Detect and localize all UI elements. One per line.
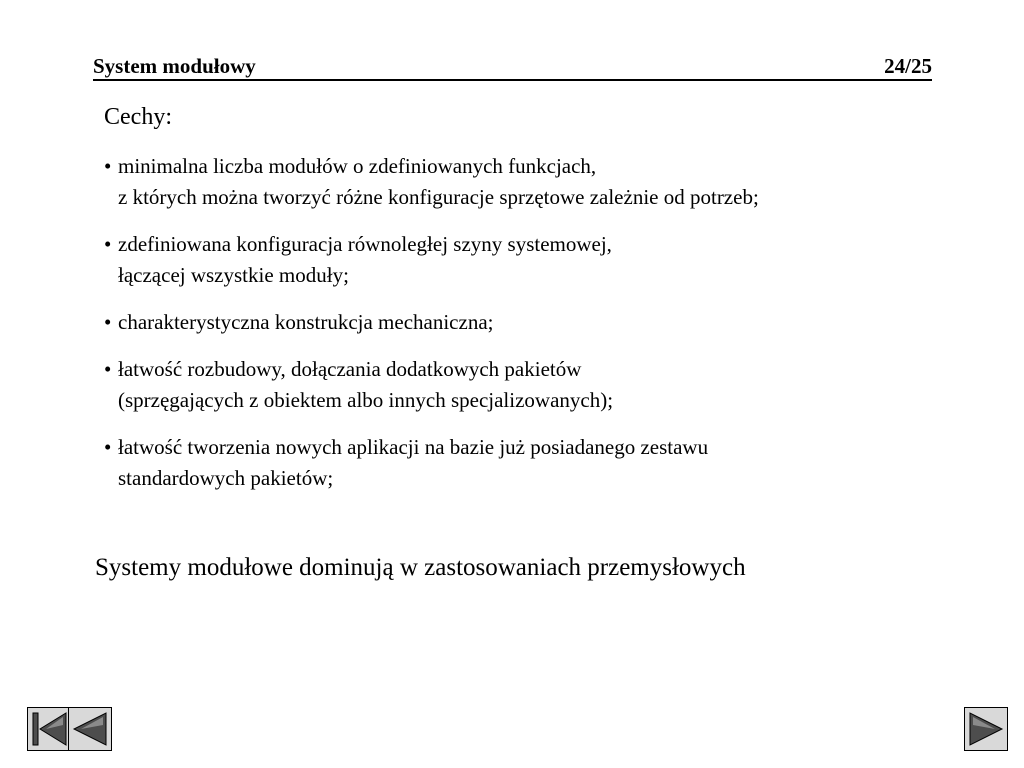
list-item xyxy=(104,354,759,416)
next-slide-icon xyxy=(965,708,1007,750)
list-item-line: łączącej wszystkie moduły; xyxy=(118,263,349,287)
feature-list xyxy=(104,151,759,510)
bullet-icon: • xyxy=(104,232,112,256)
first-slide-icon xyxy=(28,708,70,750)
list-item-line: łatwość tworzenia nowych aplikacji na bazie już posiadanego zestawu xyxy=(118,435,709,459)
list-item-line: (sprzęgających z obiektem albo innych specjalizowanych); xyxy=(118,388,614,412)
first-slide-button[interactable] xyxy=(27,707,71,751)
slide-title: System modułowy xyxy=(93,54,256,78)
section-heading: Cechy: xyxy=(104,104,172,130)
list-item-line: z których można tworzyć różne konfiguracje sprzętowe zależnie od potrzeb; xyxy=(118,185,759,209)
list-item-line: charakterystyczna konstrukcja mechaniczna; xyxy=(118,310,494,334)
bullet-icon: • xyxy=(104,154,112,178)
list-item xyxy=(104,307,759,338)
list-item-line: standardowych pakietów; xyxy=(118,466,334,490)
bullet-icon: • xyxy=(104,435,112,459)
list-item xyxy=(104,151,759,213)
list-item-line: łatwość rozbudowy, dołączania dodatkowych pakietów xyxy=(118,357,582,381)
summary-text: Systemy modułowe dominują w zastosowaniach przemysłowych xyxy=(95,554,746,581)
next-slide-button[interactable] xyxy=(964,707,1008,751)
page-number: 24/25 xyxy=(884,54,932,78)
list-item-line: zdefiniowana konfiguracja równoległej szyny systemowej, xyxy=(118,232,612,256)
bullet-icon: • xyxy=(104,357,112,381)
slide-header xyxy=(93,53,932,81)
previous-slide-button[interactable] xyxy=(68,707,112,751)
list-item xyxy=(104,229,759,291)
list-item xyxy=(104,432,759,494)
previous-slide-icon xyxy=(69,708,111,750)
bullet-icon: • xyxy=(104,310,112,334)
list-item-line: minimalna liczba modułów o zdefiniowanych funkcjach, xyxy=(118,154,597,178)
